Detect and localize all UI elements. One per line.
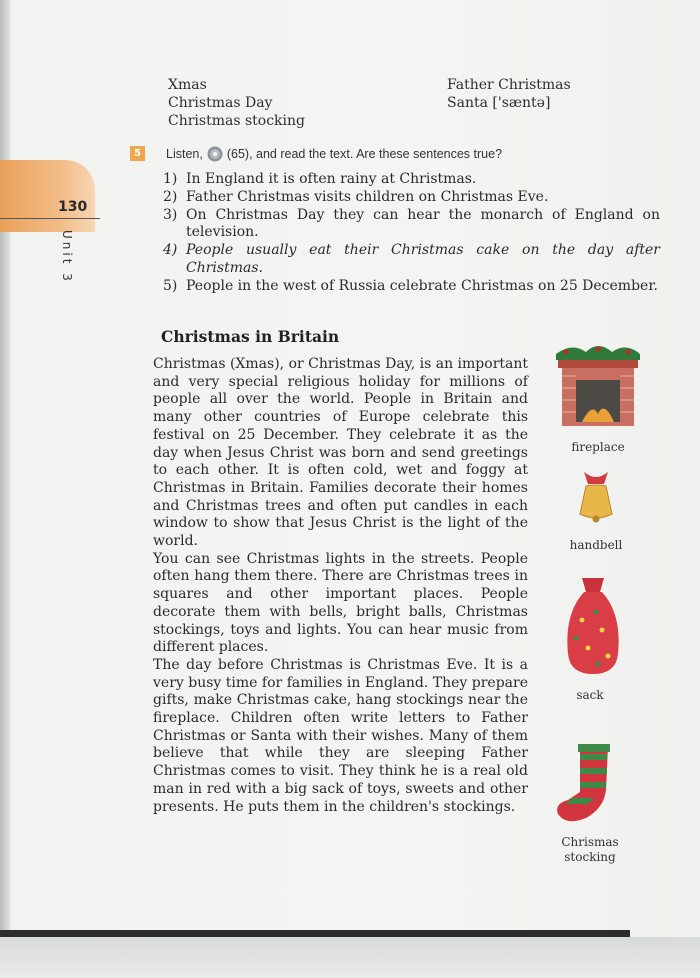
caption-stocking: [552, 835, 628, 865]
vocab-right-column: [447, 76, 571, 112]
article-paragraph: Christmas (Xmas), or Christmas Day, is an important and very special religious holiday for millions of people all over the world. People in Britain and many other countries of Europe celebrate this festival on 25 December. They celebrate it as the day when Jesus Christ was born and send greetings to each other. It is often cold, wet and foggy at Christmas in Britain. Families decorate their homes and Christmas trees and often put candles in each window to show that Jesus Christ is the light of the world.: [153, 356, 528, 550]
exercise-instruction: [166, 146, 502, 162]
caption-stocking-line: Chrismas: [561, 835, 619, 849]
vocab-item: Santa ['sæntə]: [447, 95, 551, 111]
statement-number: 3): [163, 206, 178, 223]
statement-item: [163, 189, 660, 207]
statement-item: [163, 278, 660, 296]
statements-list: [163, 171, 660, 296]
vocab-item: Xmas: [168, 77, 207, 93]
vocab-item: Christmas Day: [168, 95, 273, 111]
statement-text: In England it is often rainy at Christmas.: [186, 171, 477, 187]
bottom-edge: [0, 937, 700, 978]
page-binding: [0, 0, 10, 978]
instruction-text: (65), and read the text. Are these sentences true?: [226, 147, 503, 161]
audio-cd-icon[interactable]: [207, 146, 223, 162]
tab-divider: [0, 218, 100, 219]
caption-handbell: handbell: [569, 538, 623, 552]
sack-image: [562, 574, 624, 678]
page-number: 130: [58, 199, 88, 215]
statement-text: On Christmas Day they can hear the monarch of England on television.: [186, 206, 660, 241]
caption-sack: sack: [576, 688, 604, 702]
vocab-item: Christmas stocking: [168, 113, 305, 129]
article-body: [153, 356, 528, 816]
stocking-image: [552, 742, 622, 828]
statement-number: 4): [163, 242, 178, 259]
article-title: Christmas in Britain: [161, 327, 340, 346]
bottom-bar: [0, 930, 630, 937]
instruction-text: Listen,: [166, 147, 203, 161]
exercise-number: 5: [130, 146, 145, 161]
page-tab: [0, 160, 95, 232]
article-paragraph: You can see Christmas lights in the streets. People often hang them there. There are Christmas trees in squares and other important places. People decorate them with bells, bright balls, Christmas stockings, toys and lights. You can hear music from different places.: [153, 550, 528, 656]
statement-number: 2): [163, 188, 178, 205]
article-paragraph: The day before Christmas is Christmas Eve. It is a very busy time for families in England. They prepare gifts, make Christmas cake, hang stockings near the fireplace. Children often write letters to Father Christmas or Santa with their wishes. Many of them believe that while they are sleeping Father Christmas comes to visit. They think he is a real old man in red with a big sack of toys, sweets and other presents. He puts them in the children's stockings.: [153, 656, 528, 815]
statement-item: [163, 207, 660, 243]
statement-number: 5): [163, 277, 178, 294]
vocab-left-column: [168, 76, 305, 130]
statement-item: [163, 242, 660, 278]
vocab-item: Father Christmas: [447, 77, 571, 93]
handbell-image: [570, 468, 622, 526]
statement-text: People usually eat their Christmas cake on the day after Christmas.: [186, 242, 660, 276]
statement-text: Father Christmas visits children on Christmas Eve.: [186, 188, 549, 205]
fireplace-image: [552, 340, 644, 430]
unit-label: Unit 3: [60, 230, 74, 284]
statement-text: People in the west of Russia celebrate Christmas on 25 December.: [186, 277, 658, 294]
statement-item: [163, 171, 660, 189]
caption-stocking-line: stocking: [564, 850, 616, 864]
caption-fireplace: fireplace: [571, 440, 625, 454]
statement-number: 1): [163, 171, 178, 187]
